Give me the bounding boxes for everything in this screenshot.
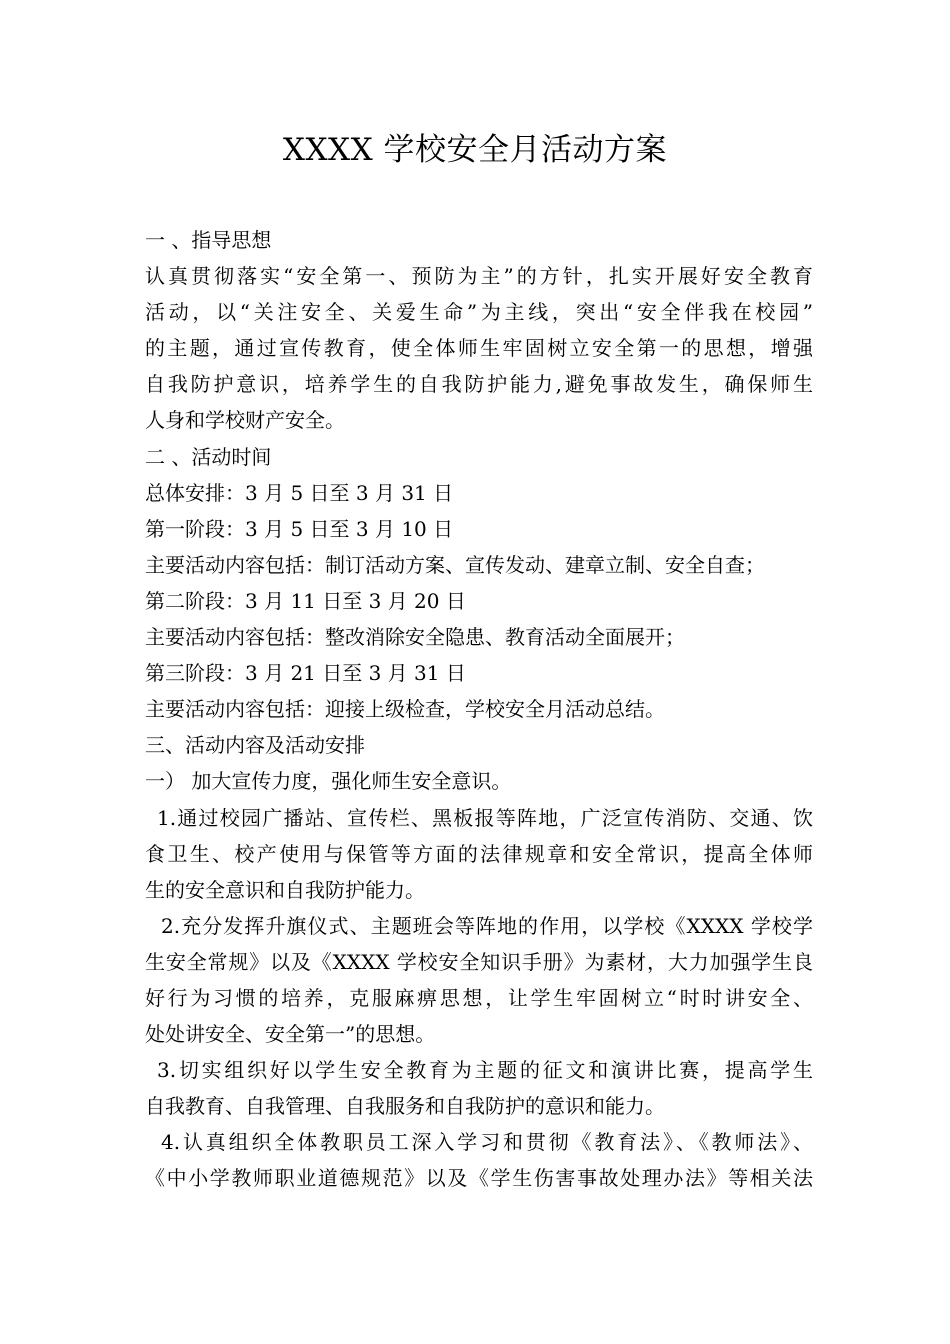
paragraph-line: 生安全常规》以及《XXXX 学校安全知识手册》为素材，大力加强学生良	[145, 949, 813, 974]
schedule-line: 总体安排：3 月 5 日至 3 月 31 日	[145, 480, 454, 505]
paragraph-line: 处处讲安全、安全第一”的思想。	[145, 1022, 436, 1047]
schedule-line: 第二阶段：3 月 11 日至 3 月 20 日	[145, 588, 466, 613]
schedule-line: 主要活动内容包括：整改消除安全隐患、教育活动全面展开；	[145, 625, 685, 650]
document-title: XXXX 学校安全月活动方案	[282, 132, 668, 168]
paragraph-line: 4.认真组织全体教职员工深入学习和贯彻《教育法》、《教师法》、	[161, 1130, 813, 1155]
paragraph-line: 2.充分发挥升旗仪式、主题班会等阵地的作用，以学校《XXXX 学校学	[161, 913, 813, 938]
paragraph-line: 自我教育、自我管理、自我服务和自我防护的意识和能力。	[145, 1094, 665, 1119]
paragraph-line: 3.切实组织好以学生安全教育为主题的征文和演讲比赛，提高学生	[157, 1058, 813, 1083]
section-heading-activity-time: 二 、活动时间	[145, 444, 272, 469]
schedule-line: 主要活动内容包括：迎接上级检查，学校安全月活动总结。	[145, 697, 665, 722]
document-body	[145, 222, 813, 1197]
paragraph-line: 自我防护意识，培养学生的自我防护能力,避免事故发生，确保师生	[145, 372, 813, 397]
schedule-line: 第一阶段：3 月 5 日至 3 月 10 日	[145, 516, 454, 541]
section-heading-activity-content: 三、活动内容及活动安排	[145, 733, 365, 758]
paragraph-line: 的主题，通过宣传教育，使全体师生牢固树立安全第一的思想，增强	[145, 336, 813, 361]
schedule-line: 第三阶段：3 月 21 日至 3 月 31 日	[145, 661, 466, 686]
paragraph-line: 《中小学教师职业道德规范》以及《学生伤害事故处理办法》等相关法	[145, 1166, 813, 1191]
paragraph-line: 生的安全意识和自我防护能力。	[145, 877, 425, 902]
paragraph-line: 1.通过校园广播站、宣传栏、黑板报等阵地，广泛宣传消防、交通、饮	[157, 805, 813, 830]
paragraph-line: 食卫生、校产使用与保管等方面的法律规章和安全常识，提高全体师	[145, 841, 813, 866]
section-heading-guiding-ideology: 一 、指导思想	[145, 228, 272, 252]
subsection-heading: 一） 加大宣传力度，强化师生安全意识。	[145, 769, 512, 794]
paragraph-line: 好行为习惯的培养，克服麻痹思想，让学生牢固树立“时时讲安全、	[145, 985, 813, 1010]
schedule-line: 主要活动内容包括：制订活动方案、宣传发动、建章立制、安全自查；	[145, 552, 765, 577]
paragraph-line: 活动，以“关注安全、关爱生命”为主线，突出“安全伴我在校园”	[145, 300, 813, 325]
paragraph-line: 人身和学校财产安全。	[145, 408, 345, 433]
paragraph-line: 认真贯彻落实“安全第一、预防为主”的方针，扎实开展好安全教育	[145, 264, 813, 289]
